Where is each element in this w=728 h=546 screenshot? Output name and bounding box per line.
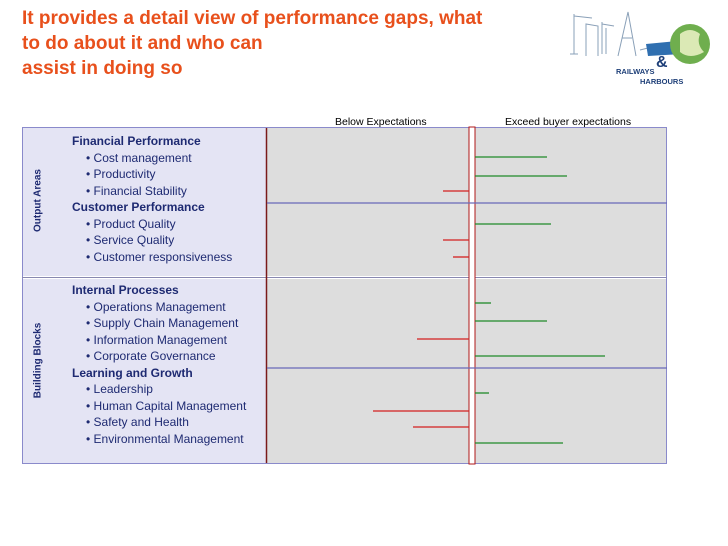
row-label-corporate-governance: • Corporate Governance [86,349,216,363]
section-label-output-areas: Output Areas [32,169,44,232]
baseline-bar [469,127,475,464]
group-heading-financial: Financial Performance [72,134,201,148]
legend-below: Below Expectations [335,116,427,128]
row-label-financial-stability: • Financial Stability [86,183,187,198]
title-line-2: to do about it and who can [22,33,263,54]
title-line-3: assist in doing so [22,58,183,79]
legend-exceed: Exceed buyer expectations [505,116,632,128]
title-line-1: It provides a detail view of performance gaps, what [22,8,483,29]
row-label-product-quality: • Product Quality [86,216,176,231]
group-heading-learning: Learning and Growth [72,365,193,380]
row-label-human-capital-management: • Human Capital Management [86,398,247,413]
row-label-productivity: • Productivity [86,167,156,181]
row-label-safety-and-health: • Safety and Health [86,415,189,429]
row-label-environmental-management: • Environmental Management [86,431,244,446]
logo-ampersand: & [656,54,668,71]
group-heading-internal: Internal Processes [72,283,179,297]
row-label-customer-responsiveness: • Customer responsiveness [86,249,233,264]
row-label-operations-management: • Operations Management [86,299,226,314]
row-label-information-management: • Information Management [86,332,227,347]
group-heading-customer: Customer Performance [72,200,205,214]
row-label-service-quality: • Service Quality [86,233,175,247]
row-label-supply-chain-management: • Supply Chain Management [86,316,239,330]
logo-text-harbours: HARBOURS [640,77,684,86]
logo-text-railways: RAILWAYS [616,67,655,76]
section-label-building-blocks: Building Blocks [32,322,44,399]
row-label-leadership: • Leadership [86,382,153,396]
row-label-cost-management: • Cost management [86,150,192,165]
